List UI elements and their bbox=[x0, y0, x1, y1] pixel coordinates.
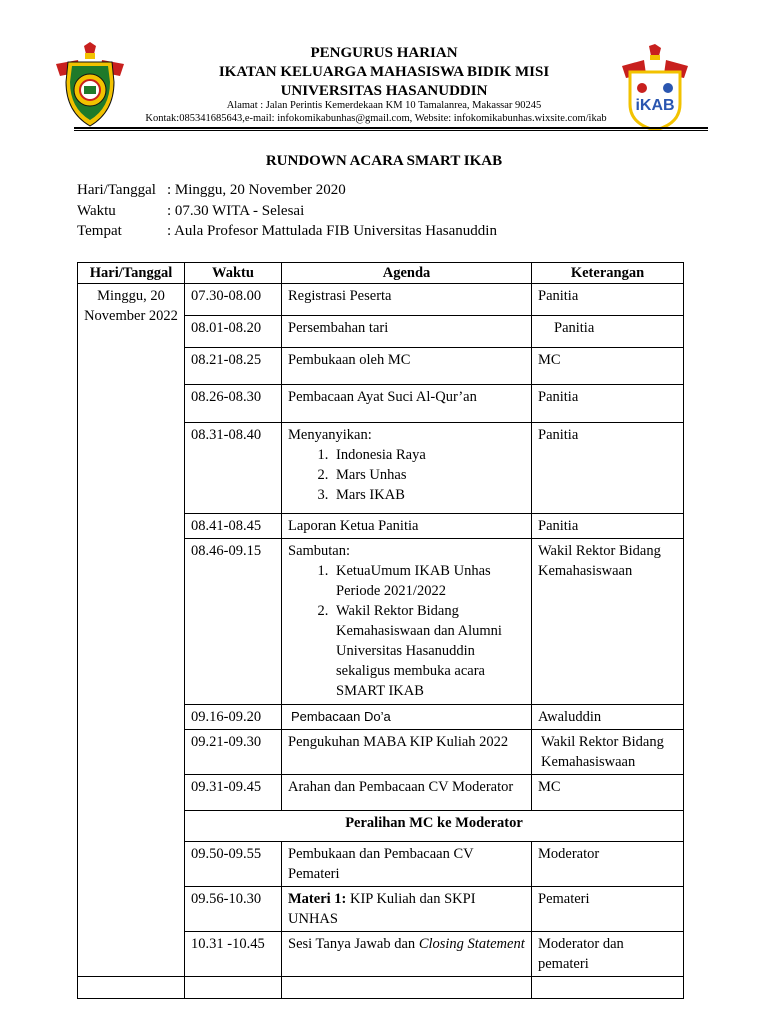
speech-list bbox=[288, 561, 525, 701]
time-cell: 08.46-09.15 bbox=[185, 539, 282, 705]
agenda-cell: Laporan Ketua Panitia bbox=[282, 514, 532, 539]
agenda-italic: Closing Statement bbox=[418, 936, 525, 952]
rundown-table bbox=[77, 262, 684, 999]
list-item: 3. Mars IKAB bbox=[332, 485, 525, 505]
agenda-cell: Pembacaan Ayat Suci Al-Qur’an bbox=[282, 385, 532, 423]
org-line-1: PENGURUS HARIAN bbox=[310, 45, 458, 61]
org-line-3: UNIVERSITAS HASANUDDIN bbox=[280, 83, 488, 99]
table-header-row bbox=[78, 263, 684, 284]
note-cell: Moderator dan pemateri bbox=[532, 932, 684, 977]
agenda-cell bbox=[282, 539, 532, 705]
table-row-empty bbox=[78, 977, 684, 999]
agenda-text: Sesi Tanya Jawab dan bbox=[288, 936, 419, 952]
note-cell: Panitia bbox=[532, 514, 684, 539]
ikab-logo-icon bbox=[620, 44, 690, 130]
table-row bbox=[78, 284, 684, 316]
note-cell: Panitia bbox=[532, 284, 684, 316]
info-row-time bbox=[77, 201, 497, 222]
agenda-heading: Menyanyikan: bbox=[288, 427, 372, 443]
agenda-cell: Registrasi Peserta bbox=[282, 284, 532, 316]
info-row-place bbox=[77, 221, 497, 242]
date-cell: Minggu, 20 November 2022 bbox=[78, 284, 185, 977]
agenda-cell: Arahan dan Pembacaan CV Moderator bbox=[282, 775, 532, 811]
event-info bbox=[77, 180, 497, 242]
agenda-cell bbox=[282, 887, 532, 932]
note-cell: Panitia bbox=[532, 423, 684, 514]
agenda-cell bbox=[282, 977, 532, 999]
column-header: Agenda bbox=[282, 263, 532, 284]
note-cell: MC bbox=[532, 775, 684, 811]
note-cell: Panitia bbox=[532, 385, 684, 423]
note-cell: Moderator bbox=[532, 842, 684, 887]
list-item: 1. KetuaUmum IKAB Unhas Periode 2021/2022 bbox=[332, 561, 525, 601]
note-cell: Panitia bbox=[532, 316, 684, 348]
note-cell: MC bbox=[532, 348, 684, 385]
letterhead bbox=[0, 0, 768, 130]
agenda-text: Pembacaan Do’a bbox=[291, 709, 391, 724]
agenda-cell bbox=[282, 705, 532, 730]
contact-line: Kontak:085341685643,e-mail: infokomikabunhas@gmail.com, Website: infokomikabunhas.wixsite.com/ikab bbox=[145, 113, 607, 124]
ikab-logo-text: iKAB bbox=[635, 97, 675, 114]
info-row-date bbox=[77, 180, 497, 201]
time-cell: 10.31 -10.45 bbox=[185, 932, 282, 977]
agenda-cell: Persembahan tari bbox=[282, 316, 532, 348]
time-cell: 08.31-08.40 bbox=[185, 423, 282, 514]
time-cell: 07.30-08.00 bbox=[185, 284, 282, 316]
song-list bbox=[288, 445, 525, 505]
agenda-cell: Pembukaan dan Pembacaan CV Pemateri bbox=[282, 842, 532, 887]
agenda-cell bbox=[282, 423, 532, 514]
note-cell: Wakil Rektor Bidang Kemahasiswaan bbox=[532, 730, 684, 775]
date-cell-empty bbox=[78, 977, 185, 999]
info-value: : Aula Profesor Mattulada FIB Universitas Hasanuddin bbox=[167, 223, 497, 239]
document-title: RUNDOWN ACARA SMART IKAB bbox=[265, 153, 503, 169]
info-label: Tempat bbox=[77, 223, 122, 239]
time-cell: 08.01-08.20 bbox=[185, 316, 282, 348]
agenda-cell: Pembukaan oleh MC bbox=[282, 348, 532, 385]
list-item: 1. Indonesia Raya bbox=[332, 445, 525, 465]
agenda-cell: Pengukuhan MABA KIP Kuliah 2022 bbox=[282, 730, 532, 775]
note-cell: Pemateri bbox=[532, 887, 684, 932]
list-item: 2. Wakil Rektor Bidang Kemahasiswaan dan Alumni Universitas Hasanuddin sekaligus membuka acara SMART IKAB bbox=[332, 601, 525, 701]
list-item: 2. Mars Unhas bbox=[332, 465, 525, 485]
column-header: Keterangan bbox=[532, 263, 684, 284]
agenda-bold: Materi 1: bbox=[288, 891, 347, 907]
org-line-2: IKATAN KELUARGA MAHASISWA BIDIK MISI bbox=[218, 64, 550, 80]
info-value: : 07.30 WITA - Selesai bbox=[167, 202, 305, 219]
agenda-cell bbox=[282, 932, 532, 977]
time-cell: 08.21-08.25 bbox=[185, 348, 282, 385]
agenda-heading: Sambutan: bbox=[288, 543, 351, 559]
time-cell: 09.21-09.30 bbox=[185, 730, 282, 775]
info-value: : Minggu, 20 November 2020 bbox=[167, 182, 346, 198]
column-header: Waktu bbox=[185, 263, 282, 284]
info-label: Hari/Tanggal bbox=[77, 182, 156, 198]
time-cell: 09.50-09.55 bbox=[185, 842, 282, 887]
time-cell bbox=[185, 977, 282, 999]
header-rule-thick bbox=[74, 127, 708, 129]
time-cell: 08.41-08.45 bbox=[185, 514, 282, 539]
note-cell: Awaluddin bbox=[532, 705, 684, 730]
header-rule-thin bbox=[74, 130, 708, 131]
agenda-text: KIP Kuliah dan SKPI UNHAS bbox=[288, 891, 476, 927]
address: Alamat : Jalan Perintis Kemerdekaan KM 10 Tamalanrea, Makassar 90245 bbox=[226, 100, 542, 111]
section-label: Peralihan MC ke Moderator bbox=[185, 811, 684, 842]
info-label: Waktu bbox=[77, 202, 116, 219]
time-cell: 09.31-09.45 bbox=[185, 775, 282, 811]
time-cell: 08.26-08.30 bbox=[185, 385, 282, 423]
time-cell: 09.56-10.30 bbox=[185, 887, 282, 932]
column-header: Hari/Tanggal bbox=[78, 263, 185, 284]
note-cell: Wakil Rektor Bidang Kemahasiswaan bbox=[532, 539, 684, 705]
note-cell bbox=[532, 977, 684, 999]
time-cell: 09.16-09.20 bbox=[185, 705, 282, 730]
